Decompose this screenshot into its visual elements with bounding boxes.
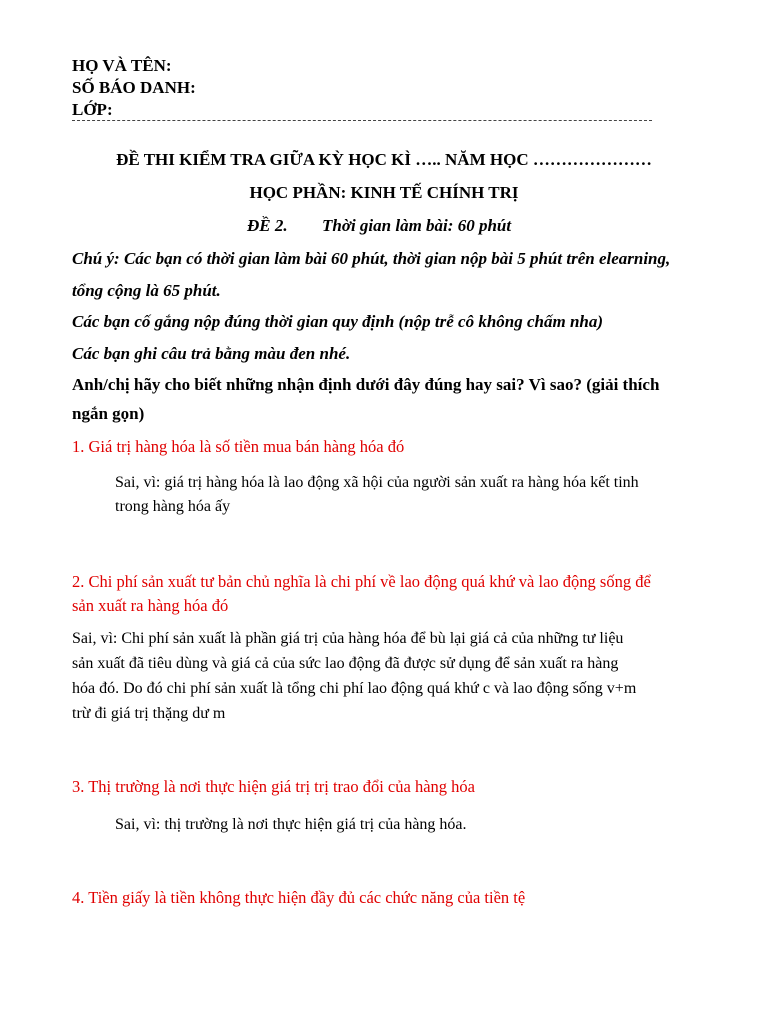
answer-1-line-2: trong hàng hóa ấy [115,498,231,515]
student-id-label: SỐ BÁO DANH: [72,78,196,97]
answer-2-line-1: Sai, vì: Chi phí sản xuất là phần giá trị của hàng hóa để bù lại giá cả của những tư liệu [72,630,624,647]
instruction-line-2: ngắn gọn) [72,404,145,423]
question-3: 3. Thị trường là nơi thực hiện giá trị trị trao đổi của hàng hóa [72,777,475,796]
question-2-line-1: 2. Chi phí sản xuất tư bản chủ nghĩa là chi phí về lao động quá khứ và lao động sống để [72,572,651,591]
answer-2-line-4: trừ đi giá trị thặng dư m [72,705,226,722]
note-line-4: Các bạn ghi câu trả bằng màu đen nhé. [72,344,351,363]
answer-3-line-1: Sai, vì: thị trường là nơi thực hiện giá trị của hàng hóa. [115,816,467,833]
exam-subject: HỌC PHẦN: KINH TẾ CHÍNH TRỊ [249,183,519,202]
note-line-2: tổng cộng là 65 phút. [72,281,221,300]
answer-2-line-3: hóa đó. Do đó chi phí sản xuất là tổng chi phí lao động quá khứ c và lao động sống v+m [72,680,637,697]
answer-1-line-1: Sai, vì: giá trị hàng hóa là lao động xã hội của người sản xuất ra hàng hóa kết tinh [115,474,639,491]
exam-title: ĐỀ THI KIỂM TRA GIỮA KỲ HỌC KÌ ….. NĂM HỌC ………………… [116,150,652,169]
question-2-line-2: sản xuất ra hàng hóa đó [72,596,229,615]
question-4: 4. Tiền giấy là tiền không thực hiện đầy đủ các chức năng của tiền tệ [72,888,526,907]
name-label: HỌ VÀ TÊN: [72,56,172,75]
instruction-line-1: Anh/chị hãy cho biết những nhận định dưới đây đúng hay sai? Vì sao? (giải thích [72,375,660,394]
class-label: LỚP: [72,100,113,119]
header-divider [72,120,652,121]
question-1: 1. Giá trị hàng hóa là số tiền mua bán hàng hóa đó [72,437,405,456]
answer-2-line-2: sản xuất đã tiêu dùng và giá cả của sức lao động đã được sử dụng để sản xuất ra hàng [72,655,619,672]
note-line-1: Chú ý: Các bạn có thời gian làm bài 60 phút, thời gian nộp bài 5 phút trên elearning, [72,249,671,268]
exam-code: ĐỀ 2. [247,216,288,235]
note-line-3: Các bạn cố gắng nộp đúng thời gian quy định (nộp trễ cô không chấm nha) [72,312,604,331]
exam-duration: Thời gian làm bài: 60 phút [322,216,512,235]
